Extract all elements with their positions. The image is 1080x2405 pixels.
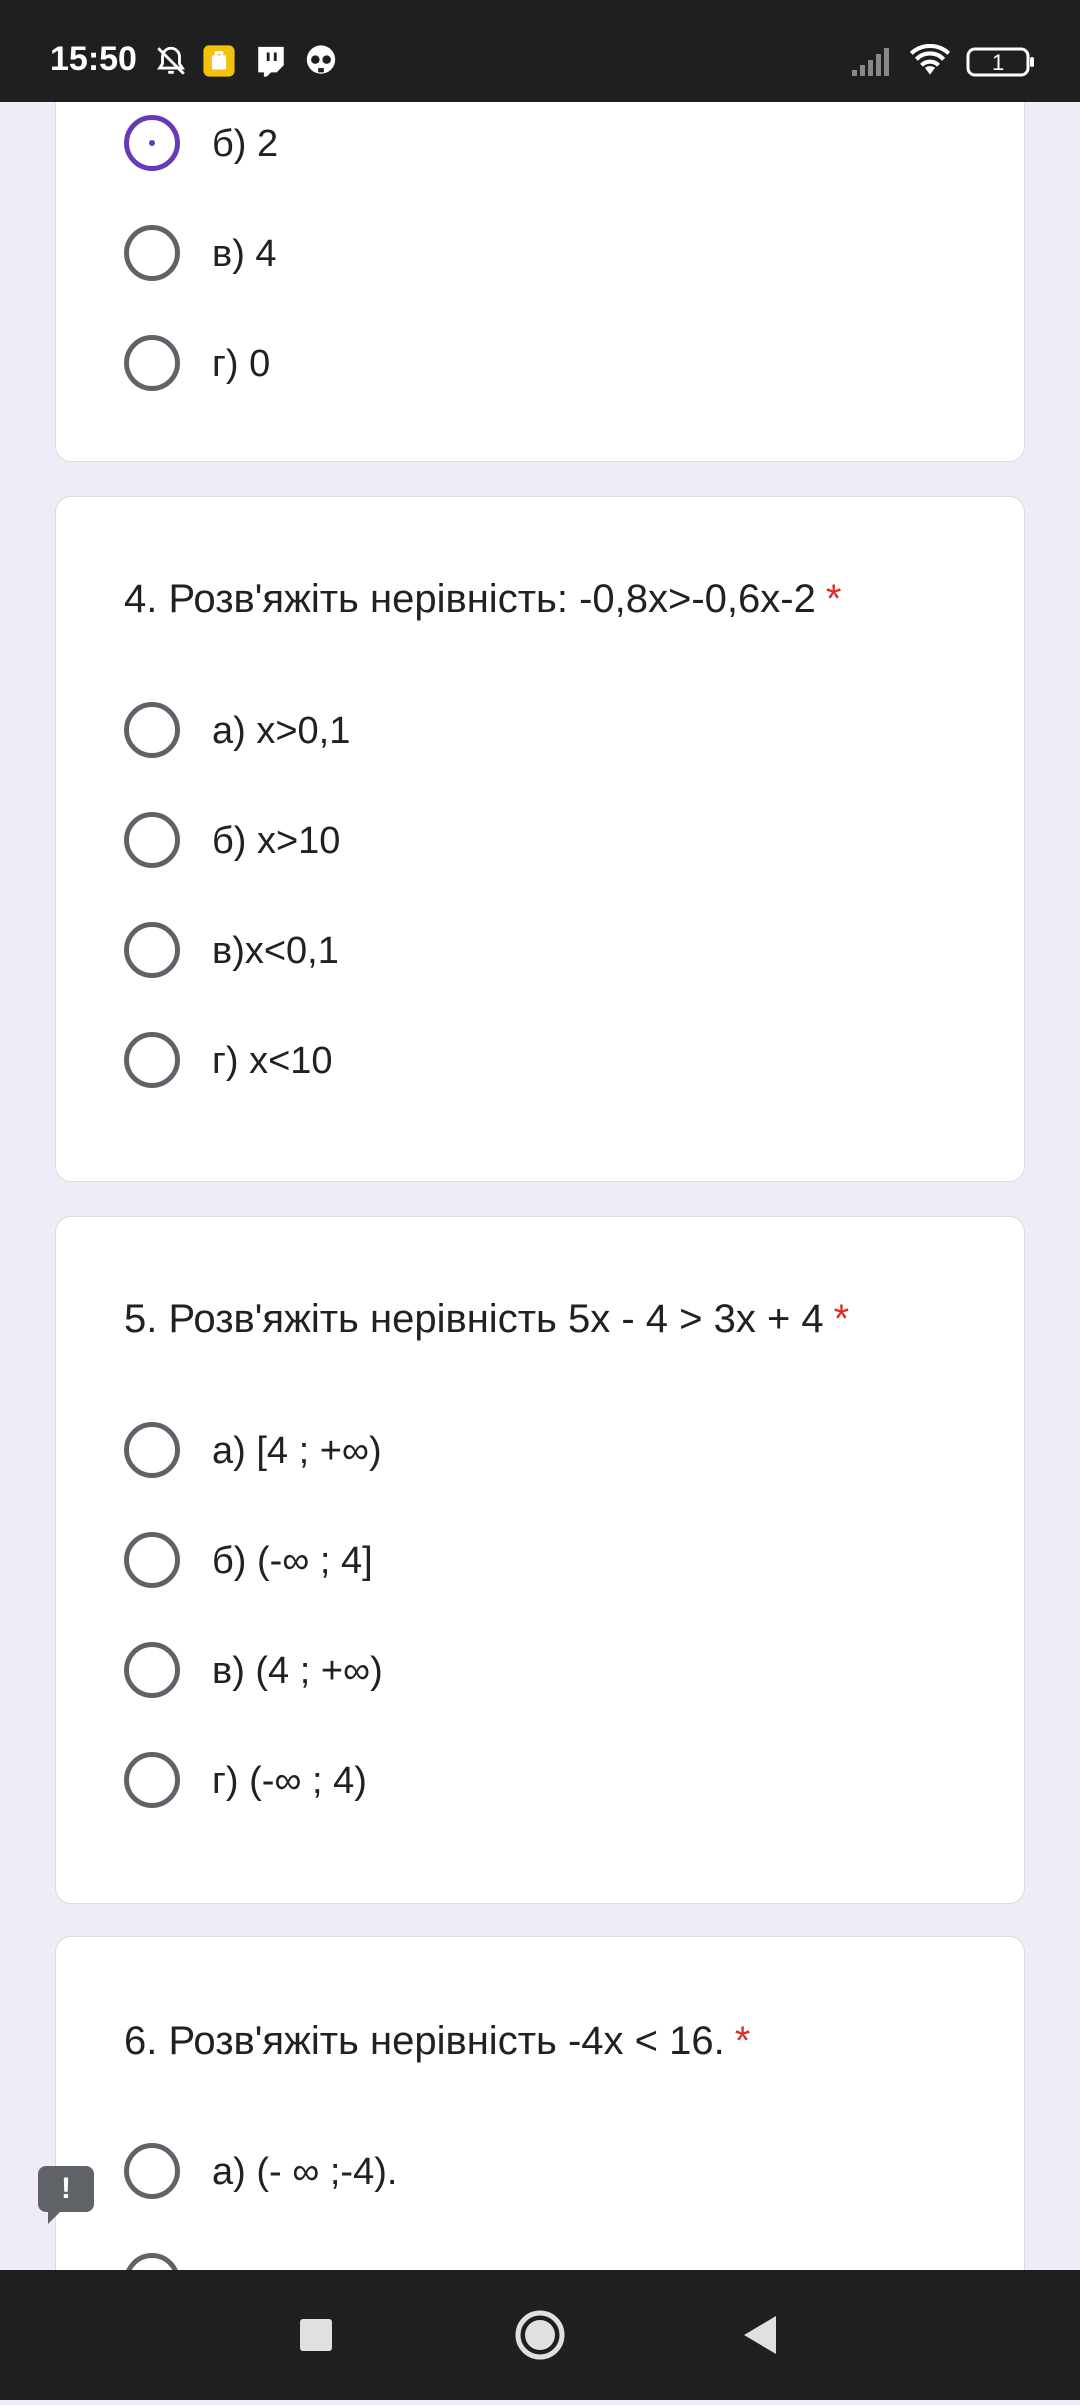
radio-button[interactable] (124, 1532, 180, 1588)
question-title: 5. Розв'яжіть нерівність 5х - 4 > 3х + 4 * (124, 1297, 850, 1341)
exclamation-icon: ! (61, 2172, 71, 2205)
option-6-b[interactable] (124, 2251, 924, 2270)
radio-button[interactable] (124, 1422, 180, 1478)
option-4-b[interactable]: б) x>10 (124, 810, 924, 870)
required-mark: * (734, 2019, 751, 2063)
home-button[interactable] (480, 2270, 600, 2400)
option-4-v[interactable]: в)x<0,1 (124, 920, 924, 980)
question-card-5 (55, 1216, 1025, 1904)
option-5-v[interactable]: в) (4 ; +∞) (124, 1640, 924, 1700)
option-5-g[interactable]: г) (-∞ ; 4) (124, 1750, 924, 1810)
question-card-3 (55, 102, 1025, 462)
bell-off-icon (154, 44, 188, 78)
circle-icon (480, 2270, 600, 2400)
skull-icon (304, 44, 338, 78)
required-mark: * (833, 1297, 850, 1341)
navigation-bar (0, 2270, 1080, 2400)
status-bar (0, 0, 1080, 102)
radio-button[interactable] (124, 1752, 180, 1808)
back-button[interactable] (700, 2270, 820, 2400)
radio-button[interactable] (124, 2143, 180, 2199)
back-triangle-icon (700, 2270, 820, 2400)
radio-button[interactable] (124, 2253, 180, 2270)
question-card-6 (55, 1936, 1025, 2270)
radio-button[interactable] (124, 335, 180, 391)
feedback-button[interactable] (38, 2166, 94, 2212)
question-title: 6. Розв'яжіть нерівність -4х < 16. * (124, 2019, 751, 2063)
option-3-v[interactable]: в) 4 (124, 223, 924, 283)
twitch-icon (254, 44, 288, 78)
form-content[interactable] (0, 102, 1080, 2270)
radio-button[interactable] (124, 702, 180, 758)
radio-button[interactable] (124, 922, 180, 978)
question-title: 4. Розв'яжіть нерівність: -0,8x>-0,6x-2 * (124, 577, 842, 621)
battery-level: 1 (992, 50, 1005, 75)
option-3-g[interactable]: г) 0 (124, 333, 924, 393)
question-card-4 (55, 496, 1025, 1182)
option-5-b[interactable]: б) (-∞ ; 4] (124, 1530, 924, 1590)
square-icon (256, 2270, 376, 2400)
radio-button[interactable] (124, 1032, 180, 1088)
required-mark: * (825, 577, 842, 621)
option-6-a[interactable]: а) (- ∞ ;-4). (124, 2141, 924, 2201)
radio-button[interactable] (124, 812, 180, 868)
app-notification-icon (202, 44, 236, 78)
status-time: 15:50 (50, 40, 137, 78)
option-4-a[interactable]: а) x>0,1 (124, 700, 924, 760)
radio-button[interactable] (124, 1642, 180, 1698)
radio-button[interactable] (124, 225, 180, 281)
signal-icon (850, 44, 894, 83)
option-4-g[interactable]: г) x<10 (124, 1030, 924, 1090)
radio-button-selected[interactable] (124, 115, 180, 171)
option-5-a[interactable]: а) [4 ; +∞) (124, 1420, 924, 1480)
recents-button[interactable] (256, 2270, 376, 2400)
option-3-b[interactable]: б) 2 (124, 113, 924, 173)
wifi-icon (908, 44, 952, 83)
